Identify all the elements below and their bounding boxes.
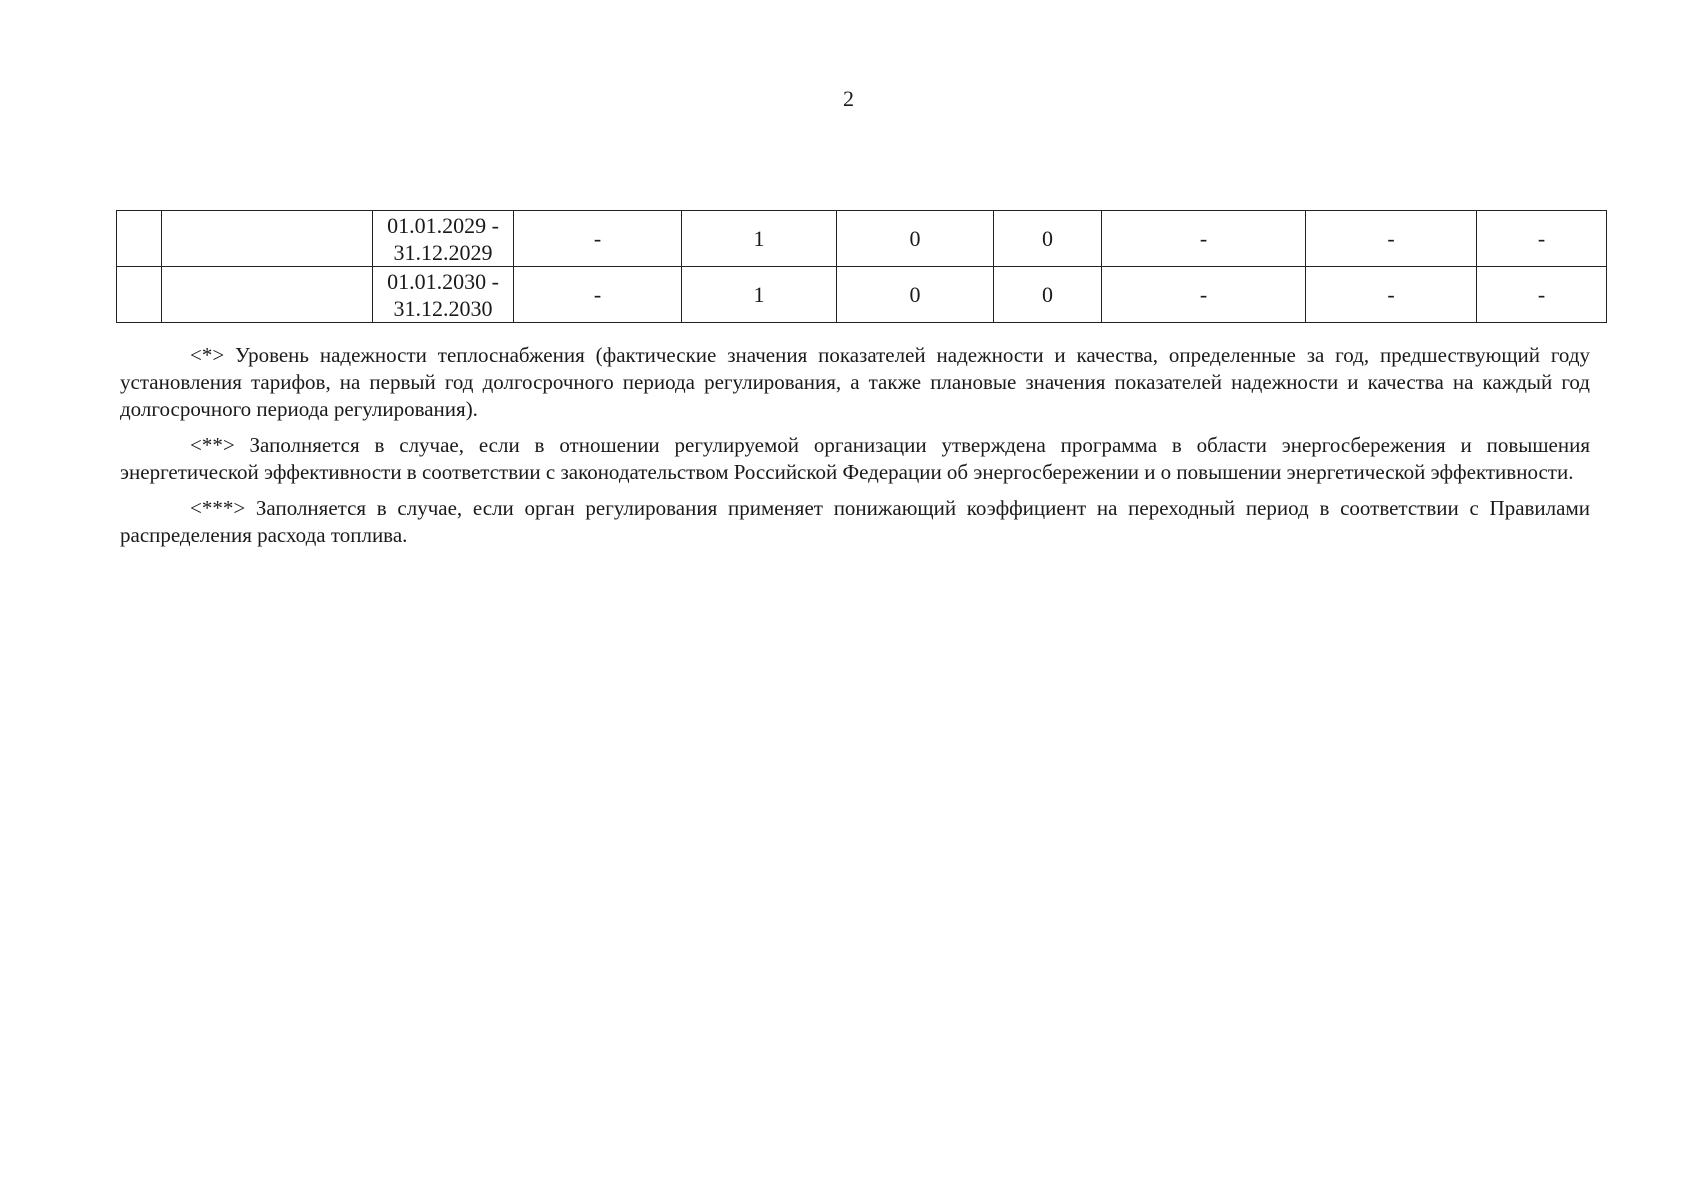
table-cell: - [1306, 211, 1477, 267]
period-start: 01.01.2029 - [387, 212, 499, 238]
footnotes [120, 342, 1590, 558]
table-cell: - [1477, 267, 1607, 323]
table-cell: 1 [682, 267, 837, 323]
footnote-reduction-coefficient: <***> Заполняется в случае, если орган регулирования применяет понижающий коэффициент на переходный период в соответствии с Правилами распределения расхода топлива. [120, 496, 1590, 547]
table-cell: 1 [682, 211, 837, 267]
table-cell: - [1306, 267, 1477, 323]
table-row [117, 267, 1607, 323]
table-cell: - [514, 211, 682, 267]
period-end: 31.12.2029 [393, 239, 493, 265]
table-row [117, 211, 1607, 267]
table-cell: - [1477, 211, 1607, 267]
period-end: 31.12.2030 [393, 295, 493, 321]
table-cell [117, 267, 162, 323]
period-start: 01.01.2030 - [387, 268, 499, 294]
table-cell: 0 [994, 267, 1102, 323]
footnote-reliability: <*> Уровень надежности теплоснабжения (фактические значения показателей надежности и качества, определенные за год, предшествующий году установления тарифов, на первый год долгосрочного периода регулирования, а также плановые значения показателей надежности и качества на каждый год долгосрочного периода регулирования). [120, 343, 1590, 421]
table-cell [162, 267, 373, 323]
table-cell: - [1102, 267, 1306, 323]
table-cell [117, 211, 162, 267]
table-cell: - [1102, 211, 1306, 267]
table-cell: 0 [994, 211, 1102, 267]
table-cell: - [514, 267, 682, 323]
table-cell: 0 [837, 267, 994, 323]
period-cell [373, 267, 514, 323]
period-cell [373, 211, 514, 267]
footnote-energy-saving: <**> Заполняется в случае, если в отношении регулируемой организации утверждена программа в области энергосбережения и повышения энергетической эффективности в соответствии с законодательством Российской Федерации об энергосбережении и о повышении энергетической эффективности. [120, 433, 1590, 484]
table-cell [162, 211, 373, 267]
page-number: 2 [843, 86, 854, 111]
table-cell: 0 [837, 211, 994, 267]
tariff-indicators-table [116, 210, 1607, 323]
